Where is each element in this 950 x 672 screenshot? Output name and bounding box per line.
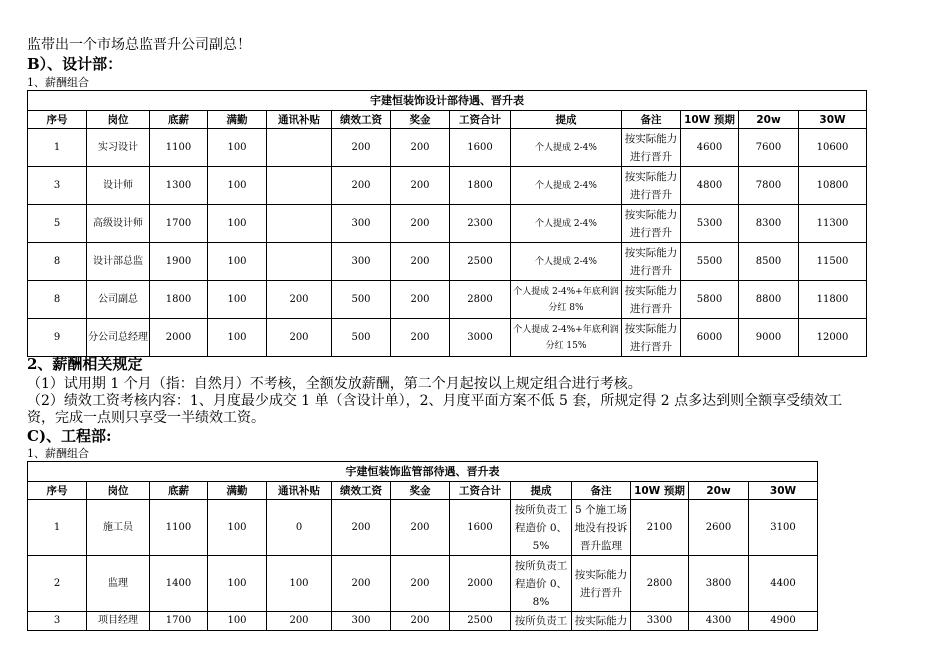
section-2-heading: 2、薪酬相关规定: [27, 355, 143, 373]
table-row: [28, 129, 867, 167]
table-cell: 按所负责工程造价 0、5%: [511, 500, 572, 556]
column-header: 提成: [511, 482, 572, 500]
table-cell: 200: [267, 319, 332, 357]
table-cell: 200: [267, 281, 332, 319]
column-header: 奖金: [391, 111, 450, 129]
table-cell: 按实际能力进行晋升: [622, 129, 681, 167]
table-cell: 3000: [450, 319, 511, 357]
table-header-row: [28, 111, 867, 129]
table-cell: 2100: [631, 500, 689, 556]
table-cell: 4600: [681, 129, 739, 167]
table-cell: 3100: [749, 500, 818, 556]
table-cell: 8: [28, 281, 87, 319]
supervision-dept-salary-table: [27, 461, 818, 631]
table-cell: 100: [208, 319, 267, 357]
column-header: 通讯补贴: [267, 482, 332, 500]
column-header: 20w: [689, 482, 749, 500]
section-b-heading: B）、设计部：: [27, 55, 123, 73]
table-cell: 3800: [689, 556, 749, 612]
section-c-heading: C)、工程部:: [27, 427, 112, 445]
table-cell: 2600: [689, 500, 749, 556]
table-title: 宇建恒装饰监管部待遇、晋升表: [28, 462, 818, 482]
table-cell: 5: [28, 205, 87, 243]
table-cell: 100: [208, 612, 267, 631]
table-cell: 9: [28, 319, 87, 357]
column-header: 奖金: [391, 482, 450, 500]
table-cell: 11300: [799, 205, 867, 243]
table-cell: 1100: [150, 129, 208, 167]
table-row: [28, 556, 818, 612]
table-cell: 项目经理: [87, 612, 150, 631]
table-cell: 4400: [749, 556, 818, 612]
table-cell: 100: [208, 243, 267, 281]
table-cell: 1800: [150, 281, 208, 319]
table-cell: 3: [28, 612, 87, 631]
table-cell: 100: [208, 167, 267, 205]
table-cell: 8500: [739, 243, 799, 281]
table-row: [28, 281, 867, 319]
table-cell: 个人提成 2-4%: [511, 243, 622, 281]
table-cell: 1700: [150, 612, 208, 631]
table-cell: 200: [332, 556, 391, 612]
intro-line: 监带出一个市场总监晋升公司副总！: [27, 37, 251, 53]
table-cell: 5300: [681, 205, 739, 243]
table-cell: 11800: [799, 281, 867, 319]
table-title: 宇建恒装饰设计部待遇、晋升表: [28, 91, 867, 111]
table-cell: 10600: [799, 129, 867, 167]
table-cell: 公司副总: [87, 281, 150, 319]
column-header: 备注: [622, 111, 681, 129]
table-row: [28, 500, 818, 556]
table-cell: [267, 243, 332, 281]
table-cell: 100: [208, 129, 267, 167]
column-header: 30W: [749, 482, 818, 500]
table-cell: 8300: [739, 205, 799, 243]
table-cell: 1400: [150, 556, 208, 612]
table-cell: [267, 129, 332, 167]
column-header: 30W: [799, 111, 867, 129]
table-cell: [267, 167, 332, 205]
column-header: 10W 预期: [681, 111, 739, 129]
table-cell: 1600: [450, 500, 511, 556]
table-cell: 5800: [681, 281, 739, 319]
table-cell: 100: [208, 205, 267, 243]
table-cell: 500: [332, 281, 391, 319]
column-header: 满勤: [208, 111, 267, 129]
rule-1-text: （1）试用期 1 个月（指：自然月）不考核，全额发放薪酬，第二个月起按以上规定组合进行考核。: [27, 376, 642, 392]
table-cell: 按实际能力进行晋升: [622, 281, 681, 319]
table-cell: 3: [28, 167, 87, 205]
column-header: 序号: [28, 111, 87, 129]
column-header: 岗位: [87, 111, 150, 129]
table-cell: 100: [267, 556, 332, 612]
table-cell: 1800: [450, 167, 511, 205]
table-cell: 300: [332, 205, 391, 243]
table-row: [28, 319, 867, 357]
table-cell: 200: [391, 281, 450, 319]
table-cell: 4900: [749, 612, 818, 631]
table-cell: 个人提成 2-4%: [511, 205, 622, 243]
table-cell: 设计部总监: [87, 243, 150, 281]
table-cell: 2: [28, 556, 87, 612]
column-header: 底薪: [150, 111, 208, 129]
table-cell: 1700: [150, 205, 208, 243]
table-cell: 7800: [739, 167, 799, 205]
table-cell: 200: [391, 129, 450, 167]
table-cell: 按实际能力: [572, 612, 631, 631]
column-header: 工资合计: [450, 482, 511, 500]
table-cell: 7600: [739, 129, 799, 167]
table-cell: 按实际能力进行晋升: [572, 556, 631, 612]
table-cell: 高级设计师: [87, 205, 150, 243]
table-cell: 6000: [681, 319, 739, 357]
column-header: 绩效工资: [332, 482, 391, 500]
table-row: [28, 612, 818, 631]
column-header: 岗位: [87, 482, 150, 500]
table-cell: 监理: [87, 556, 150, 612]
table-cell: 11500: [799, 243, 867, 281]
rule-2-text-line1: （2）绩效工资考核内容：1、月度最少成交 1 单（含设计单），2、月度平面方案不低 5 套，所规定得 2 点多达到则全额享受绩效工: [27, 393, 843, 409]
table-cell: [267, 205, 332, 243]
table-cell: 2000: [450, 556, 511, 612]
column-header: 满勤: [208, 482, 267, 500]
table-cell: 200: [391, 319, 450, 357]
table-cell: 8: [28, 243, 87, 281]
column-header: 提成: [511, 111, 622, 129]
column-header: 10W 预期: [631, 482, 689, 500]
table-cell: 1600: [450, 129, 511, 167]
table-cell: 300: [332, 243, 391, 281]
table-cell: 8800: [739, 281, 799, 319]
table-cell: 200: [391, 556, 450, 612]
table-cell: 5500: [681, 243, 739, 281]
section-c-subheading: 1、薪酬组合: [27, 447, 89, 460]
table-row: [28, 167, 867, 205]
column-header: 绩效工资: [332, 111, 391, 129]
column-header: 序号: [28, 482, 87, 500]
table-cell: 10800: [799, 167, 867, 205]
table-header-row: [28, 482, 818, 500]
table-cell: 4800: [681, 167, 739, 205]
table-cell: 按所负责工: [511, 612, 572, 631]
table-cell: 100: [208, 556, 267, 612]
table-cell: 按实际能力进行晋升: [622, 205, 681, 243]
table-cell: 1: [28, 129, 87, 167]
table-cell: 个人提成 2-4%: [511, 167, 622, 205]
column-header: 底薪: [150, 482, 208, 500]
table-row: [28, 205, 867, 243]
table-cell: 12000: [799, 319, 867, 357]
table-cell: 施工员: [87, 500, 150, 556]
table-cell: 1: [28, 500, 87, 556]
table-cell: 分公司总经理: [87, 319, 150, 357]
table-cell: 200: [267, 612, 332, 631]
table-cell: 1100: [150, 500, 208, 556]
table-cell: 个人提成 2-4%: [511, 129, 622, 167]
table-cell: 200: [332, 129, 391, 167]
table-cell: 设计师: [87, 167, 150, 205]
table-cell: 200: [391, 205, 450, 243]
design-dept-salary-table: [27, 90, 867, 357]
table-cell: 实习设计: [87, 129, 150, 167]
table-cell: 200: [391, 500, 450, 556]
table-cell: 5 个施工场地没有投诉晋升监理: [572, 500, 631, 556]
table-cell: 100: [208, 500, 267, 556]
table-cell: 2800: [631, 556, 689, 612]
table-cell: 2300: [450, 205, 511, 243]
column-header: 工资合计: [450, 111, 511, 129]
table-cell: 2500: [450, 612, 511, 631]
table-cell: 2500: [450, 243, 511, 281]
table-cell: 0: [267, 500, 332, 556]
column-header: 20w: [739, 111, 799, 129]
table-cell: 个人提成 2-4%+年底利润分红 15%: [511, 319, 622, 357]
table-cell: 200: [332, 167, 391, 205]
table-cell: 2800: [450, 281, 511, 319]
table-cell: 3300: [631, 612, 689, 631]
table-cell: 2000: [150, 319, 208, 357]
section-b-subheading: 1、薪酬组合: [27, 76, 89, 89]
table-cell: 100: [208, 281, 267, 319]
table-cell: 按所负责工程造价 0、8%: [511, 556, 572, 612]
table-cell: 200: [391, 243, 450, 281]
table-cell: 300: [332, 612, 391, 631]
table-cell: 按实际能力进行晋升: [622, 167, 681, 205]
table-cell: 9000: [739, 319, 799, 357]
table-row: [28, 243, 867, 281]
table-cell: 4300: [689, 612, 749, 631]
rule-2-text-line2: 资，完成一点则只享受一半绩效工资。: [27, 410, 265, 426]
column-header: 通讯补贴: [267, 111, 332, 129]
table-cell: 500: [332, 319, 391, 357]
table-cell: 按实际能力进行晋升: [622, 243, 681, 281]
table-cell: 个人提成 2-4%+年底利润分红 8%: [511, 281, 622, 319]
column-header: 备注: [572, 482, 631, 500]
table-cell: 200: [332, 500, 391, 556]
table-cell: 200: [391, 612, 450, 631]
table-cell: 200: [391, 167, 450, 205]
table-cell: 按实际能力进行晋升: [622, 319, 681, 357]
table-cell: 1900: [150, 243, 208, 281]
table-cell: 1300: [150, 167, 208, 205]
